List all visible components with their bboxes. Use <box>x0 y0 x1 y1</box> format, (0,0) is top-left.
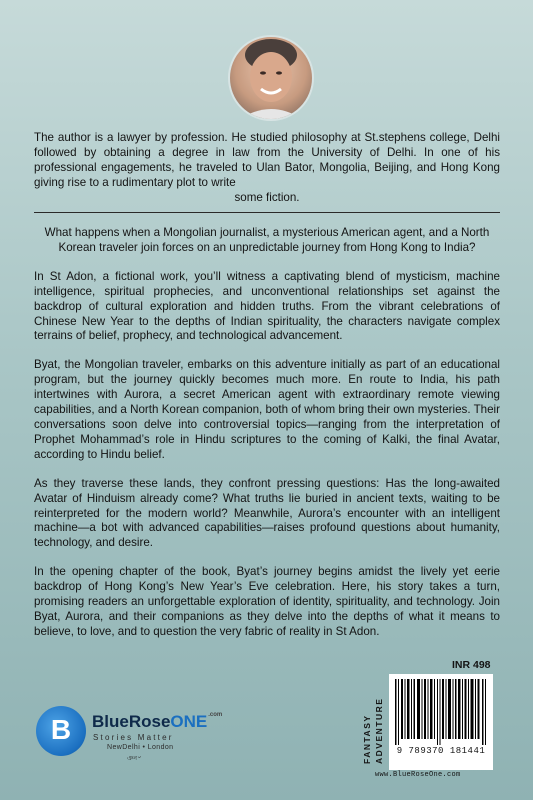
divider <box>34 212 500 213</box>
author-bio <box>34 131 500 206</box>
genre-line-2: ADVENTURE <box>374 697 384 764</box>
blurb-paragraph-4: As they traverse these lands, they confront pressing questions: Has the long-awaited Avatar of Hinduism already come? What truths lie buried in ancient texts, waiting to be reinterpreted for the modern world? Meanwhile, Aurora’s encounter with an intelligent machine—a bot with advanced capabilities—raises profound questions about humanity, technology, and desire. <box>34 476 500 550</box>
isbn-barcode <box>389 674 493 770</box>
isbn-digits: 9 789370 181441 <box>396 746 486 756</box>
publisher-locations: NewDelhi • London <box>107 744 174 751</box>
blurb-paragraph-1: What happens when a Mongolian journalist, a mysterious American agent, and a North Korean traveler join forces on an unpredictable journey from Hong Kong to India? <box>44 226 490 254</box>
publisher-name-part2: ONE <box>170 712 208 731</box>
blurb-paragraph-2: In St Adon, a fictional work, you’ll witness a captivating blend of mysticism, machine intelligence, spiritual prophecies, and unconventional relationships set against the backdrop of cultural exploration and hidden truths. From the vibrant celebrations of Chinese New Year to the depths of Indian spirituality, the characters navigate complex terrains of belief, prophecy, and technological advancement. <box>34 269 500 343</box>
publisher-name-part1: BlueRose <box>92 712 171 731</box>
barcode-bars-icon <box>395 679 487 745</box>
price-label: INR 498 <box>452 659 491 671</box>
publisher-dotcom: .com <box>208 712 223 718</box>
bluerose-logo-icon: B <box>36 706 86 756</box>
genre-line-1: FANTASY <box>362 714 372 764</box>
publisher-website: www.BlueRoseOne.com <box>375 771 461 779</box>
publisher-logo <box>36 706 236 766</box>
blurb-paragraph-5: In the opening chapter of the book, Byat’s journey begins amidst the lively yet eerie backdrop of Hong Kong’s New Year’s Eve celebration. Here, his story takes a turn, promising readers an unforgettable exploration of identity, spirituality, and technology. Join Byat, Aurora, and their companions as they delve into the depths of what it means to believe, to love, and to question the very fabric of reality in St Adon. <box>34 565 500 638</box>
book-blurb <box>34 226 500 654</box>
publisher-mini-mark: ঞন৺ <box>127 756 141 762</box>
author-bio-last-line: some fiction. <box>234 190 300 204</box>
genre-label <box>360 678 388 766</box>
blurb-paragraph-3: Byat, the Mongolian traveler, embarks on this adventure initially as part of an educational program, but the journey quickly becomes much more. En route to India, his path intertwines with Aurora, a secret American agent with extraordinary remote viewing capabilities, and a North Korean companion, both of whom bring their own mysteries. Their conversations soon delve into controversial topics—ranging from the interpretation of Prophet Mohammad’s role in Hindu scriptures to the coming of Kalki, the final Avatar, according to Hindu belief. <box>34 358 500 461</box>
publisher-name <box>92 712 222 732</box>
author-bio-text: The author is a lawyer by profession. He studied philosophy at St.stephens college, Delhi followed by obtaining a degree in law from the University of Delhi. In one of his professional engagements, he traveled to Ulan Bator, Mongolia, Beijing, and Hong Kong giving rise to a rudimentary plot to write <box>34 131 500 189</box>
publisher-tagline: Stories Matter <box>93 733 174 742</box>
author-photo <box>228 35 314 121</box>
